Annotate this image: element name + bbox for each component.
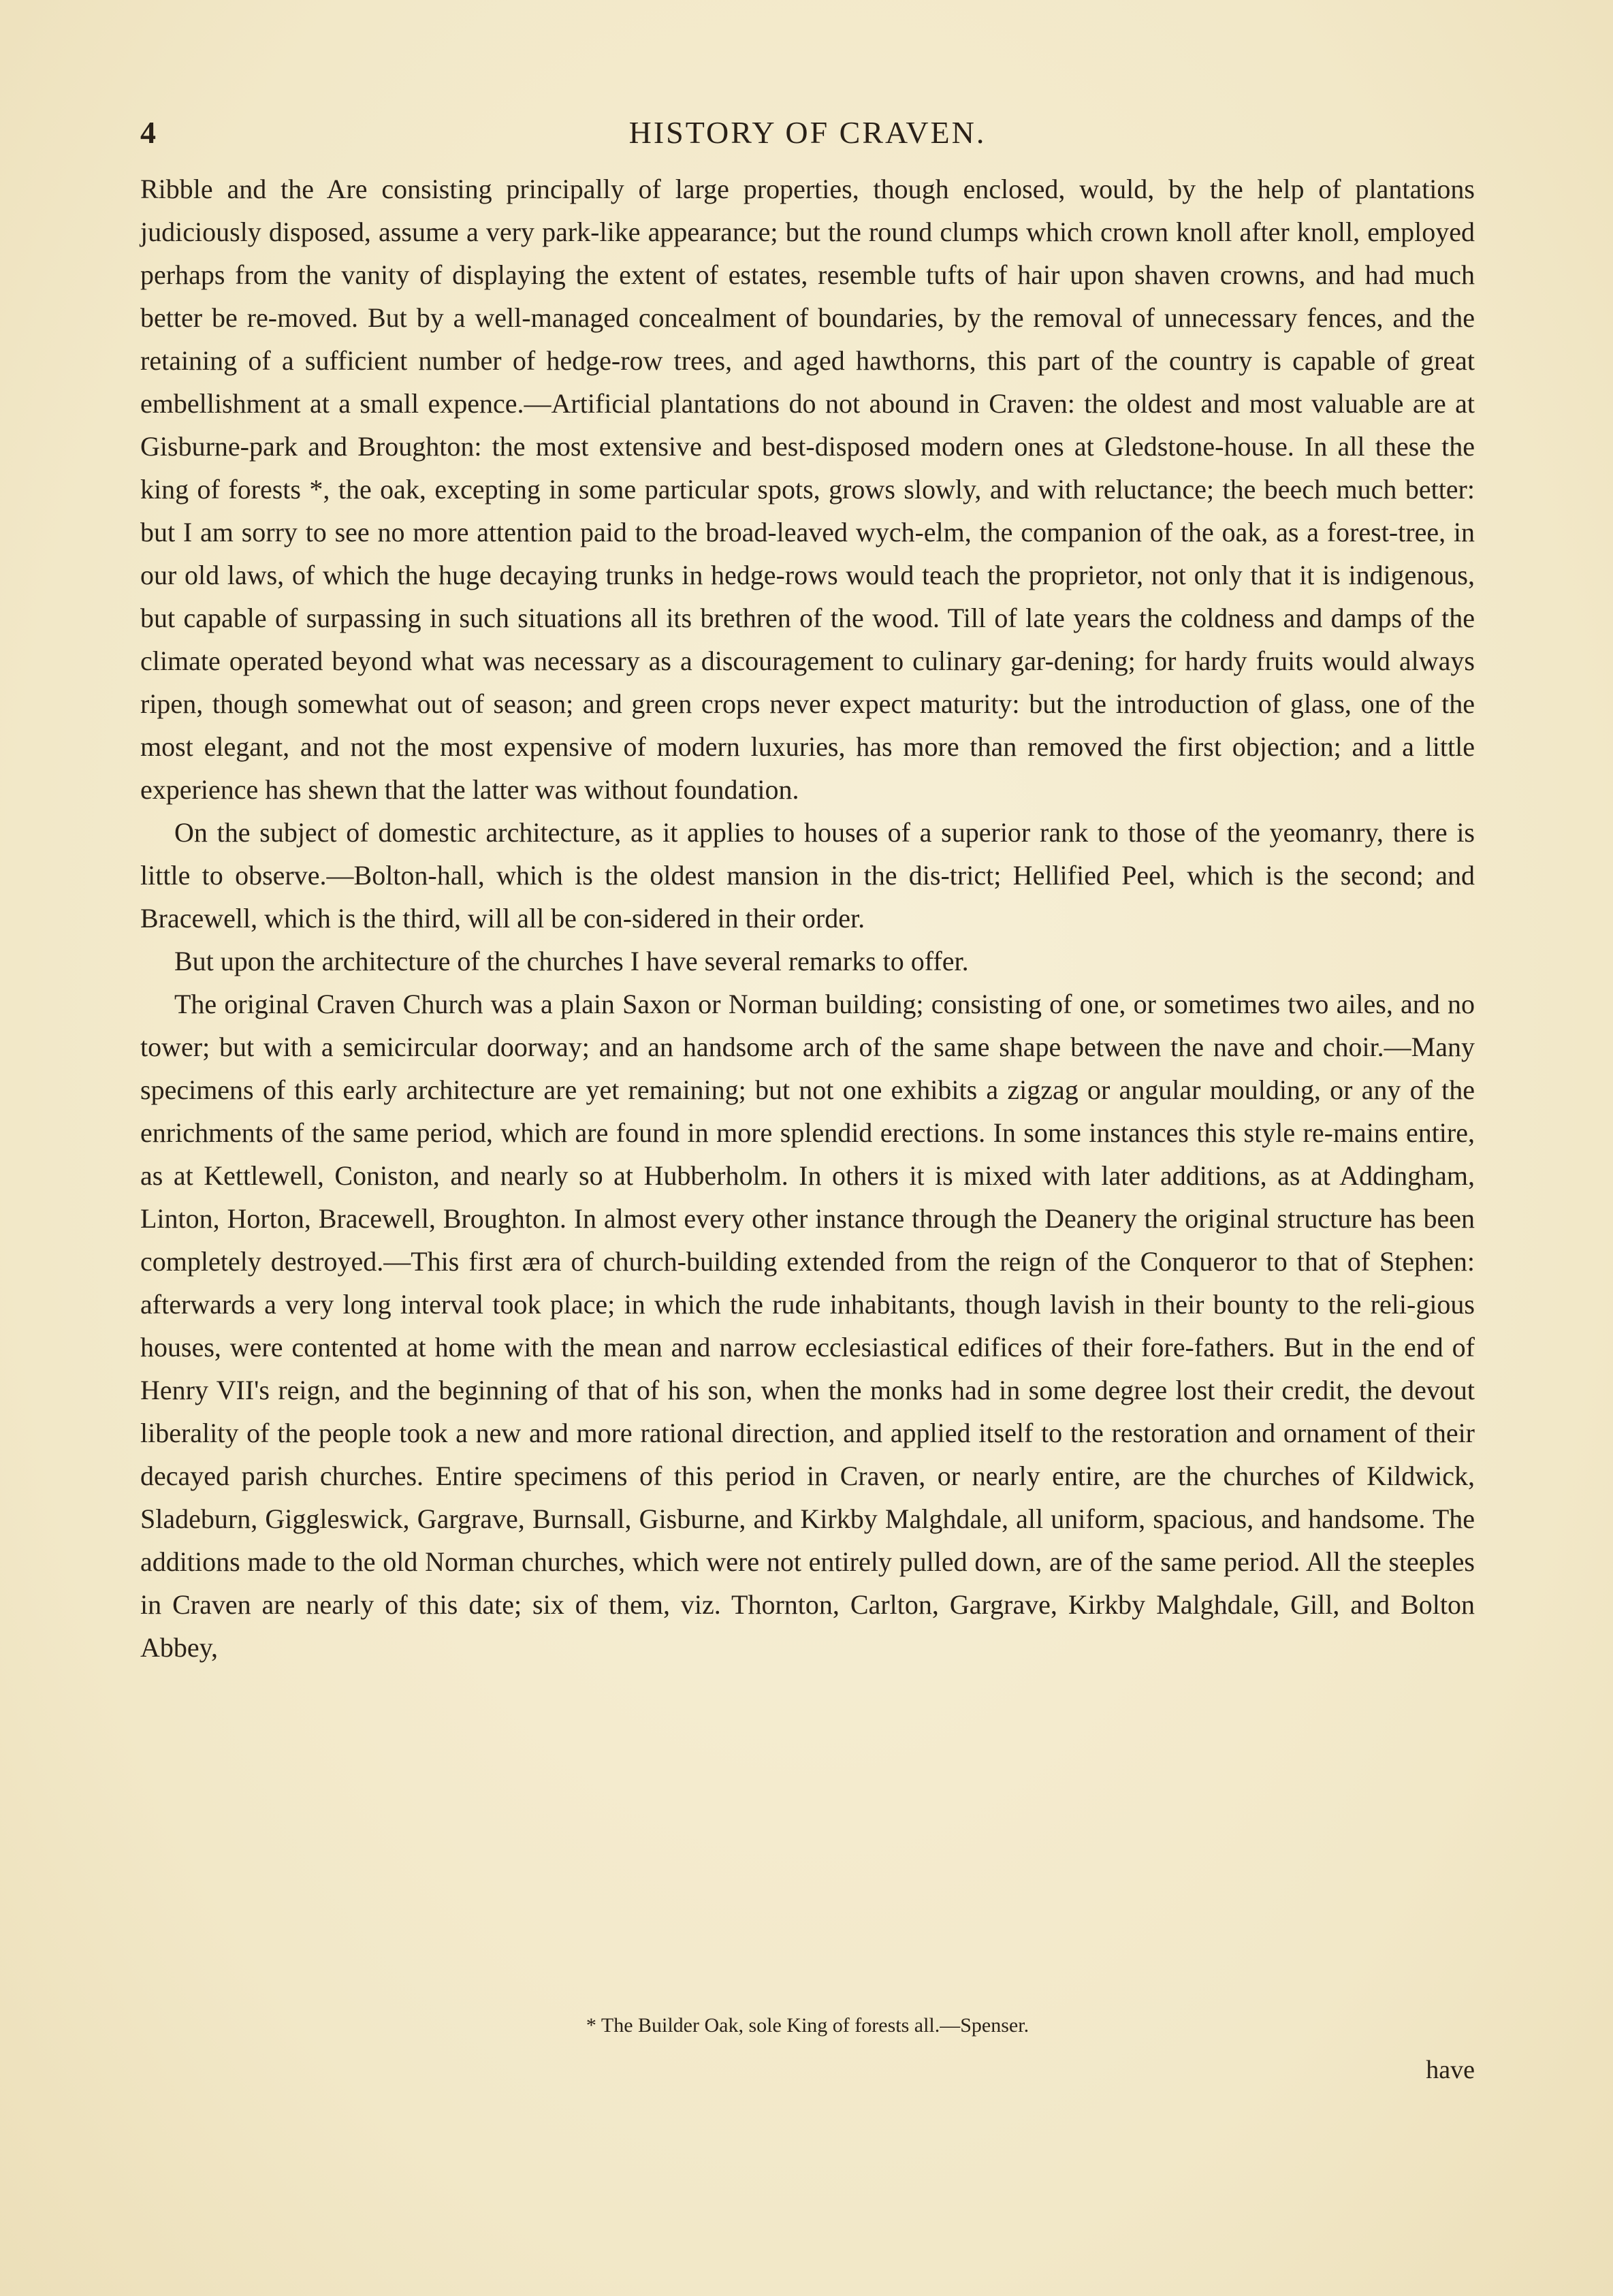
- running-head: HISTORY OF CRAVEN.: [628, 115, 987, 150]
- paragraph: The original Craven Church was a plain Saxon or Norman building; consisting of one, or sometimes two ailes, and no tower; but with a semicircular doorway; and an handsome arch of the same shape between the nave and choir.—Many specimens of this early architecture are yet remaining; but not one exhibits a zigzag or angular moulding, or any of the enrichments of the same period, which are found in more splendid erections. In some instances this style re-mains entire, as at Kettlewell, Coniston, and nearly so at Hubberholm. In others it is mixed with later additions, as at Addingham, Linton, Horton, Bracewell, Broughton. In almost every other instance through the Deanery the original structure has been completely destroyed.—This first æra of church-building extended from the reign of the Conqueror to that of Stephen: afterwards a very long interval took place; in which the rude inhabitants, though lavish in their bounty to the reli-gious houses, were contented at home with the mean and narrow ecclesiastical edifices of their fore-fathers. But in the end of Henry VII's reign, and the beginning of that of his son, when the monks had in some degree lost their credit, the devout liberality of the people took a new and more rational direction, and applied itself to the restoration and ornament of their decayed parish churches. Entire specimens of this period in Craven, or nearly entire, are the churches of Kildwick, Sladeburn, Giggleswick, Gargrave, Burnsall, Gisburne, and Kirkby Malghdale, all uniform, spacious, and handsome. The additions made to the old Norman churches, which were not entirely pulled down, are of the same period. All the steeples in Craven are nearly of this date; six of them, viz. Thornton, Carlton, Gargrave, Kirkby Malghdale, Gill, and Bolton Abbey,: [140, 989, 1475, 1663]
- catchword: have: [1426, 2056, 1475, 2084]
- footnote: * The Builder Oak, sole King of forests all.—Spenser.: [586, 2014, 1029, 2037]
- paragraph: But upon the architecture of the churches I have several remarks to offer.: [174, 946, 969, 976]
- paragraph: Ribble and the Are consisting principally of large properties, though enclosed, would, by the help of plantations judiciously disposed, assume a very park-like appearance; but the round clumps which crown knoll after knoll, employed perhaps from the vanity of displaying the extent of estates, resemble tufts of hair upon shaven crowns, and had much better be re-moved. But by a well-managed concealment of boundaries, by the removal of unnecessary fences, and the retaining of a sufficient number of hedge-row trees, and aged hawthorns, this part of the country is capable of great embellishment at a small expence.—Artificial plantations do not abound in Craven: the oldest and most valuable are at Gisburne-park and Broughton: the most extensive and best-disposed modern ones at Gledstone-house. In all these the king of forests *, the oak, excepting in some particular spots, grows slowly, and with reluctance; the beech much better: but I am sorry to see no more attention paid to the broad-leaved wych-elm, the companion of the oak, as a forest-tree, in our old laws, of which the huge decaying trunks in hedge-rows would teach the proprietor, not only that it is indigenous, but capable of surpassing in such situations all its brethren of the wood. Till of late years the coldness and damps of the climate operated beyond what was necessary as a discouragement to culinary gar-dening; for hardy fruits would always ripen, though somewhat out of season; and green crops never expect maturity: but the introduction of glass, one of the most elegant, and not the most expensive of modern luxuries, has more than removed the first objection; and a little experience has shewn that the latter was without foundation.: [140, 174, 1475, 805]
- paragraph: On the subject of domestic architecture, as it applies to houses of a superior rank to those of the yeomanry, there is little to observe.—Bolton-hall, which is the oldest mansion in the dis-trict; Hellified Peel, which is the second; and Bracewell, which is the third, will all be con-sidered in their order.: [140, 817, 1475, 934]
- page-header: [140, 114, 1475, 162]
- body-text: [140, 168, 1475, 1669]
- page-number: 4: [140, 115, 156, 150]
